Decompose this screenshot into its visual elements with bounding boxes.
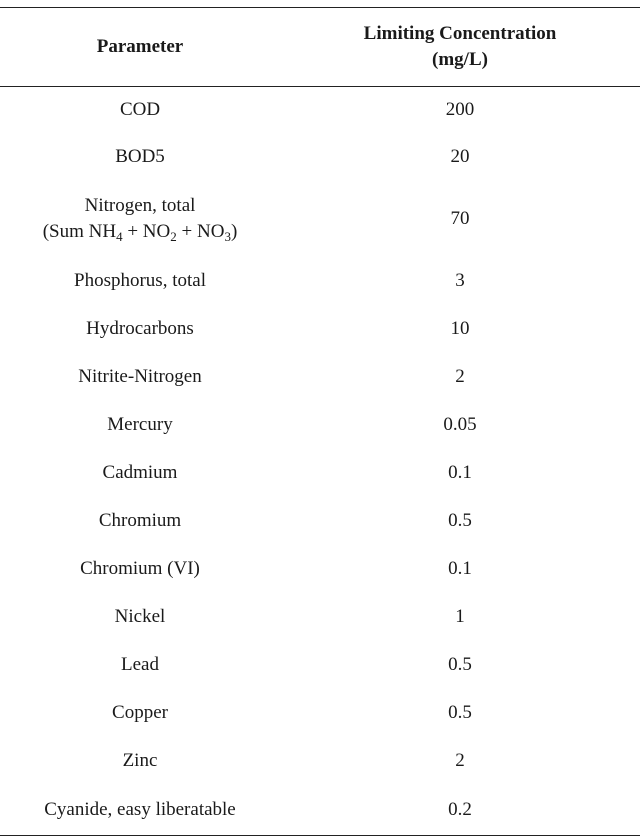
parameter-cell: Hydrocarbons [86, 318, 194, 339]
table-row [0, 181, 640, 257]
table-row [0, 449, 640, 497]
value-cell: 0.5 [448, 654, 472, 675]
header-limit-unit: (mg/L) [432, 49, 488, 70]
table-row [0, 689, 640, 737]
table-row [0, 401, 640, 449]
parameter-cell: Chromium [98, 510, 182, 531]
table-row [0, 257, 640, 305]
formula-part: ) [230, 221, 238, 242]
table-row [0, 641, 640, 689]
parameter-cell: Mercury [107, 414, 173, 435]
header-row [0, 8, 640, 87]
parameter-cell: Cadmium [102, 462, 178, 483]
value-cell: 0.05 [443, 414, 477, 435]
table-row [0, 737, 640, 785]
value-cell: 10 [450, 318, 470, 339]
formula-part: + NO [176, 221, 225, 242]
table-row [0, 87, 640, 134]
parameter-cell: Cyanide, easy liberatable [44, 799, 236, 820]
value-cell: 0.2 [448, 799, 472, 820]
formula-part: (Sum NH [42, 221, 117, 242]
parameter-cell: Zinc [122, 750, 158, 771]
parameter-line2 [43, 221, 238, 242]
value-cell: 0.1 [448, 462, 472, 483]
parameter-cell: BOD5 [115, 146, 165, 167]
parameter-cell: COD [119, 99, 161, 120]
table-row [0, 785, 640, 836]
parameter-cell: Nickel [114, 606, 166, 627]
table-row [0, 133, 640, 181]
value-cell: 200 [445, 99, 475, 120]
value-cell: 2 [455, 366, 465, 387]
formula-part: + NO [122, 221, 171, 242]
parameter-cell: Copper [112, 702, 168, 723]
value-cell: 1 [455, 606, 465, 627]
limiting-concentration-table [0, 7, 640, 836]
formula-subscript: 3 [224, 229, 231, 244]
parameter-cell: Chromium (VI) [80, 558, 200, 579]
formula-subscript: 2 [170, 229, 177, 244]
value-cell: 70 [450, 208, 470, 229]
parameter-cell: Lead [121, 654, 159, 675]
parameter-cell: Phosphorus, total [74, 270, 206, 291]
table-row [0, 305, 640, 353]
header-limit-line1: Limiting Concentration [363, 23, 557, 44]
header-limiting-concentration [280, 8, 640, 87]
parameter-line1: Nitrogen, total [84, 195, 196, 216]
table-row [0, 593, 640, 641]
value-cell: 0.5 [448, 702, 472, 723]
header-parameter: Parameter [96, 36, 184, 57]
value-cell: 2 [455, 750, 465, 771]
parameter-cell: Nitrite-Nitrogen [78, 366, 202, 387]
table-row [0, 545, 640, 593]
value-cell: 0.5 [448, 510, 472, 531]
formula-subscript: 4 [116, 229, 123, 244]
table-row [0, 497, 640, 545]
value-cell: 0.1 [448, 558, 472, 579]
value-cell: 20 [450, 146, 470, 167]
value-cell: 3 [455, 270, 465, 291]
parameter-cell [0, 181, 280, 257]
table-row [0, 353, 640, 401]
